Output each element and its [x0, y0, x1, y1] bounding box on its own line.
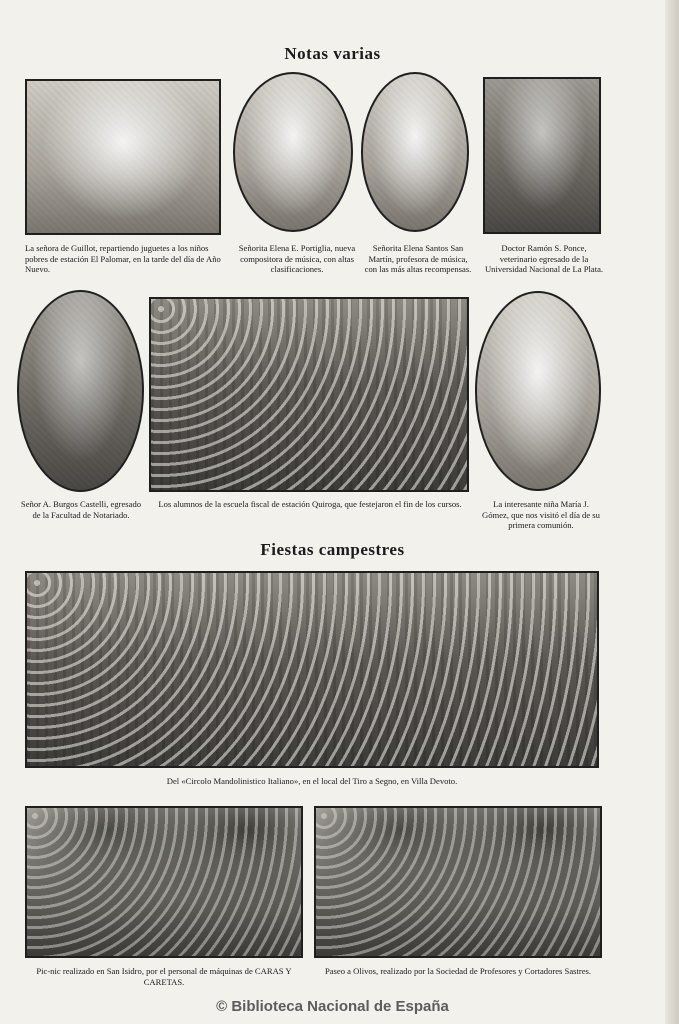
caption-castelli: Señor A. Burgos Castelli, egresado de la Facultad de Notariado. [20, 499, 142, 520]
caption-ponce: Doctor Ramón S. Ponce, veterinario egresado de la Universidad Nacional de La Plata. [484, 243, 604, 274]
caption-santos: Señorita Elena Santos San Martín, profesora de música, con las más altas recompensas. [364, 243, 472, 274]
photo-circolo-mandolinistico [25, 571, 599, 768]
photo-guillot-toys [25, 79, 221, 235]
library-credit: © Biblioteca Nacional de España [216, 998, 449, 1015]
caption-picnic: Pic-nic realizado en San Isidro, por el personal de máquinas de CARAS Y CARETAS. [36, 966, 292, 987]
caption-olivos: Paseo a Olivos, realizado por la Sociedad de Profesores y Cortadores Sastres. [324, 966, 592, 976]
caption-guillot: La señora de Guillot, repartiendo juguetes a los niños pobres de estación El Palomar, en la tarde del día de Año Nuevo. [25, 243, 221, 274]
portrait-santos-san-martin [361, 72, 469, 232]
portrait-ramon-ponce [483, 77, 601, 234]
portrait-maria-gomez [475, 291, 601, 491]
caption-circolo: Del «Circolo Mandolinistico Italiano», en el local del Tiro a Segno, en Villa Devoto. [166, 776, 458, 786]
caption-portiglia: Señorita Elena E. Portiglia, nueva compositora de música, con altas clasificaciones. [238, 243, 356, 274]
section-title-fiestas-campestres: Fiestas campestres [260, 540, 405, 559]
photo-escuela-quiroga [149, 297, 469, 492]
section-title-notas-varias: Notas varias [284, 44, 381, 63]
photo-picnic-san-isidro [25, 806, 303, 958]
portrait-burgos-castelli [17, 290, 144, 492]
caption-quiroga: Los alumnos de la escuela fiscal de estación Quiroga, que festejaron el fin de los cursos. [158, 499, 462, 509]
page-edge [665, 0, 679, 1024]
photo-paseo-olivos [314, 806, 602, 958]
portrait-portiglia [233, 72, 353, 232]
caption-gomez: La interesante niña María J. Gómez, que nos visitó el día de su primera comunión. [482, 499, 600, 530]
